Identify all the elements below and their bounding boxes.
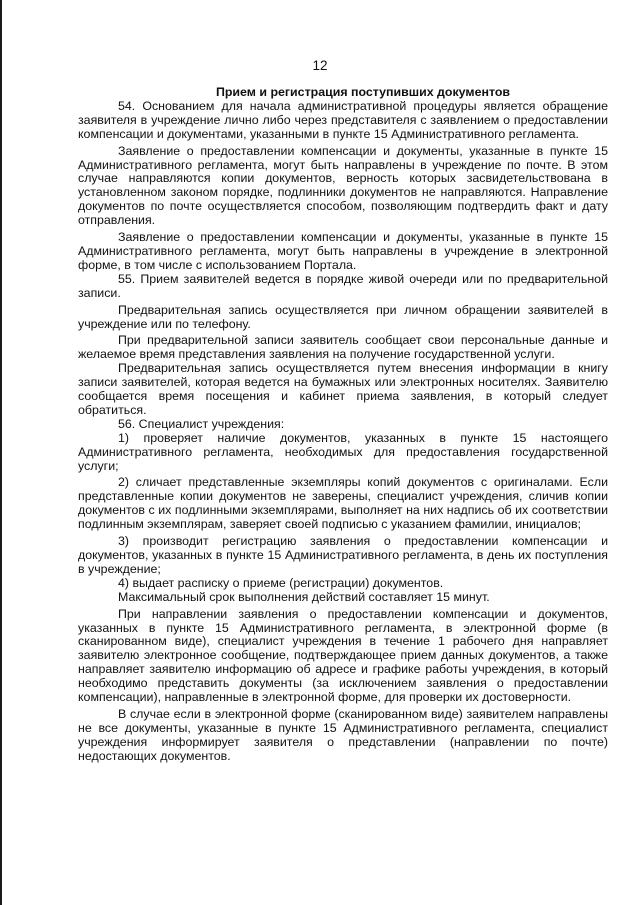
- page-number: 12: [312, 58, 328, 73]
- paragraph-mail: Заявление о предоставлении компенсации и документы, указанные в пункте 15 Административного регламента, могут быть направлены в учреждение по почте. В этом случае направляются копии документов, верность которых засвидетельствована в установленном законом порядке, подлинники документов не направляются. Направление документов по почте осуществляется способом, позволяющим подтвердить факт и дату отправления.: [78, 143, 608, 228]
- paragraph-55: 55. Прием заявителей ведется в порядке живой очереди или по предварительной записи.: [78, 271, 608, 300]
- list-item-4: 4) выдает расписку о приеме (регистрации) документов.: [118, 575, 444, 590]
- paragraph-max-time: Максимальный срок выполнения действий составляет 15 минут.: [118, 589, 490, 604]
- paragraph-missing-documents: В случае если в электронной форме (сканированном виде) заявителем направлены не все документы, указанные в пункте 15 Административного регламента, специалист учреждения информирует заявителя о представлении (направлении по почте) недостающих документов.: [78, 706, 608, 763]
- paragraph-prebooking: Предварительная запись осуществляется при личном обращении заявителей в учреждение или по телефону.: [78, 302, 608, 331]
- document-body: [78, 86, 608, 764]
- paragraph-56: 56. Специалист учреждения:: [118, 416, 285, 431]
- list-item-1: 1) проверяет наличие документов, указанных в пункте 15 настоящего Административного регламента, необходимых для предоставления государственной услуги;: [78, 430, 608, 473]
- scan-edge: [0, 0, 2, 905]
- list-item-3: 3) производит регистрацию заявления о предоставлении компенсации и документов, указанных в пункте 15 Административного регламента, в день их поступления в учреждение;: [78, 534, 608, 576]
- paragraph-electronic: Заявление о предоставлении компенсации и документы, указанные в пункте 15 Административного регламента, могут быть направлены в учреждение в электронной форме, в том числе с использованием Портала.: [78, 230, 608, 272]
- paragraph-54: 54. Основанием для начала административной процедуры является обращение заявителя в учреждение лично либо через представителя с заявлением о предоставлении компенсации и документами, указанными в пункте 15 Административного регламента.: [78, 98, 608, 141]
- paragraph-electronic-procedure: При направлении заявления о предоставлении компенсации и документов, указанных в пункте 15 Административного регламента, в электронной форме (в сканированном виде), специалист учреждения в течение 1 рабочего дня направляет заявителю электронное сообщение, подтверждающее прием данных документов, а также направляет заявителю информацию об адресе и графике работы учреждения, в который необходимо представить документы (за исключением заявления о предоставлении компенсации), направленные в электронной форме, для проверки их достоверности.: [78, 606, 608, 705]
- list-item-2: 2) сличает представленные экземпляры копий документов с оригиналами. Если представленные копии документов не заверены, специалист учреждения, сличив копии документов с их подлинными экземплярами, выполняет на них надпись об их соответствии подлинным экземплярам, заверяет своей подписью с указанием фамилии, инициалов;: [78, 475, 608, 532]
- paragraph-book: Предварительная запись осуществляется путем внесения информации в книгу записи заявителей, которая ведется на бумажных или электронных носителях. Заявителю сообщается время посещения и кабинет приема заявления, в который следует обратиться.: [78, 361, 608, 417]
- section-heading: Прием и регистрация поступивших документов: [215, 85, 511, 99]
- paragraph-personal-data: При предварительной записи заявитель сообщает свои персональные данные и желаемое время представления заявления на получение государственной услуги.: [78, 333, 608, 362]
